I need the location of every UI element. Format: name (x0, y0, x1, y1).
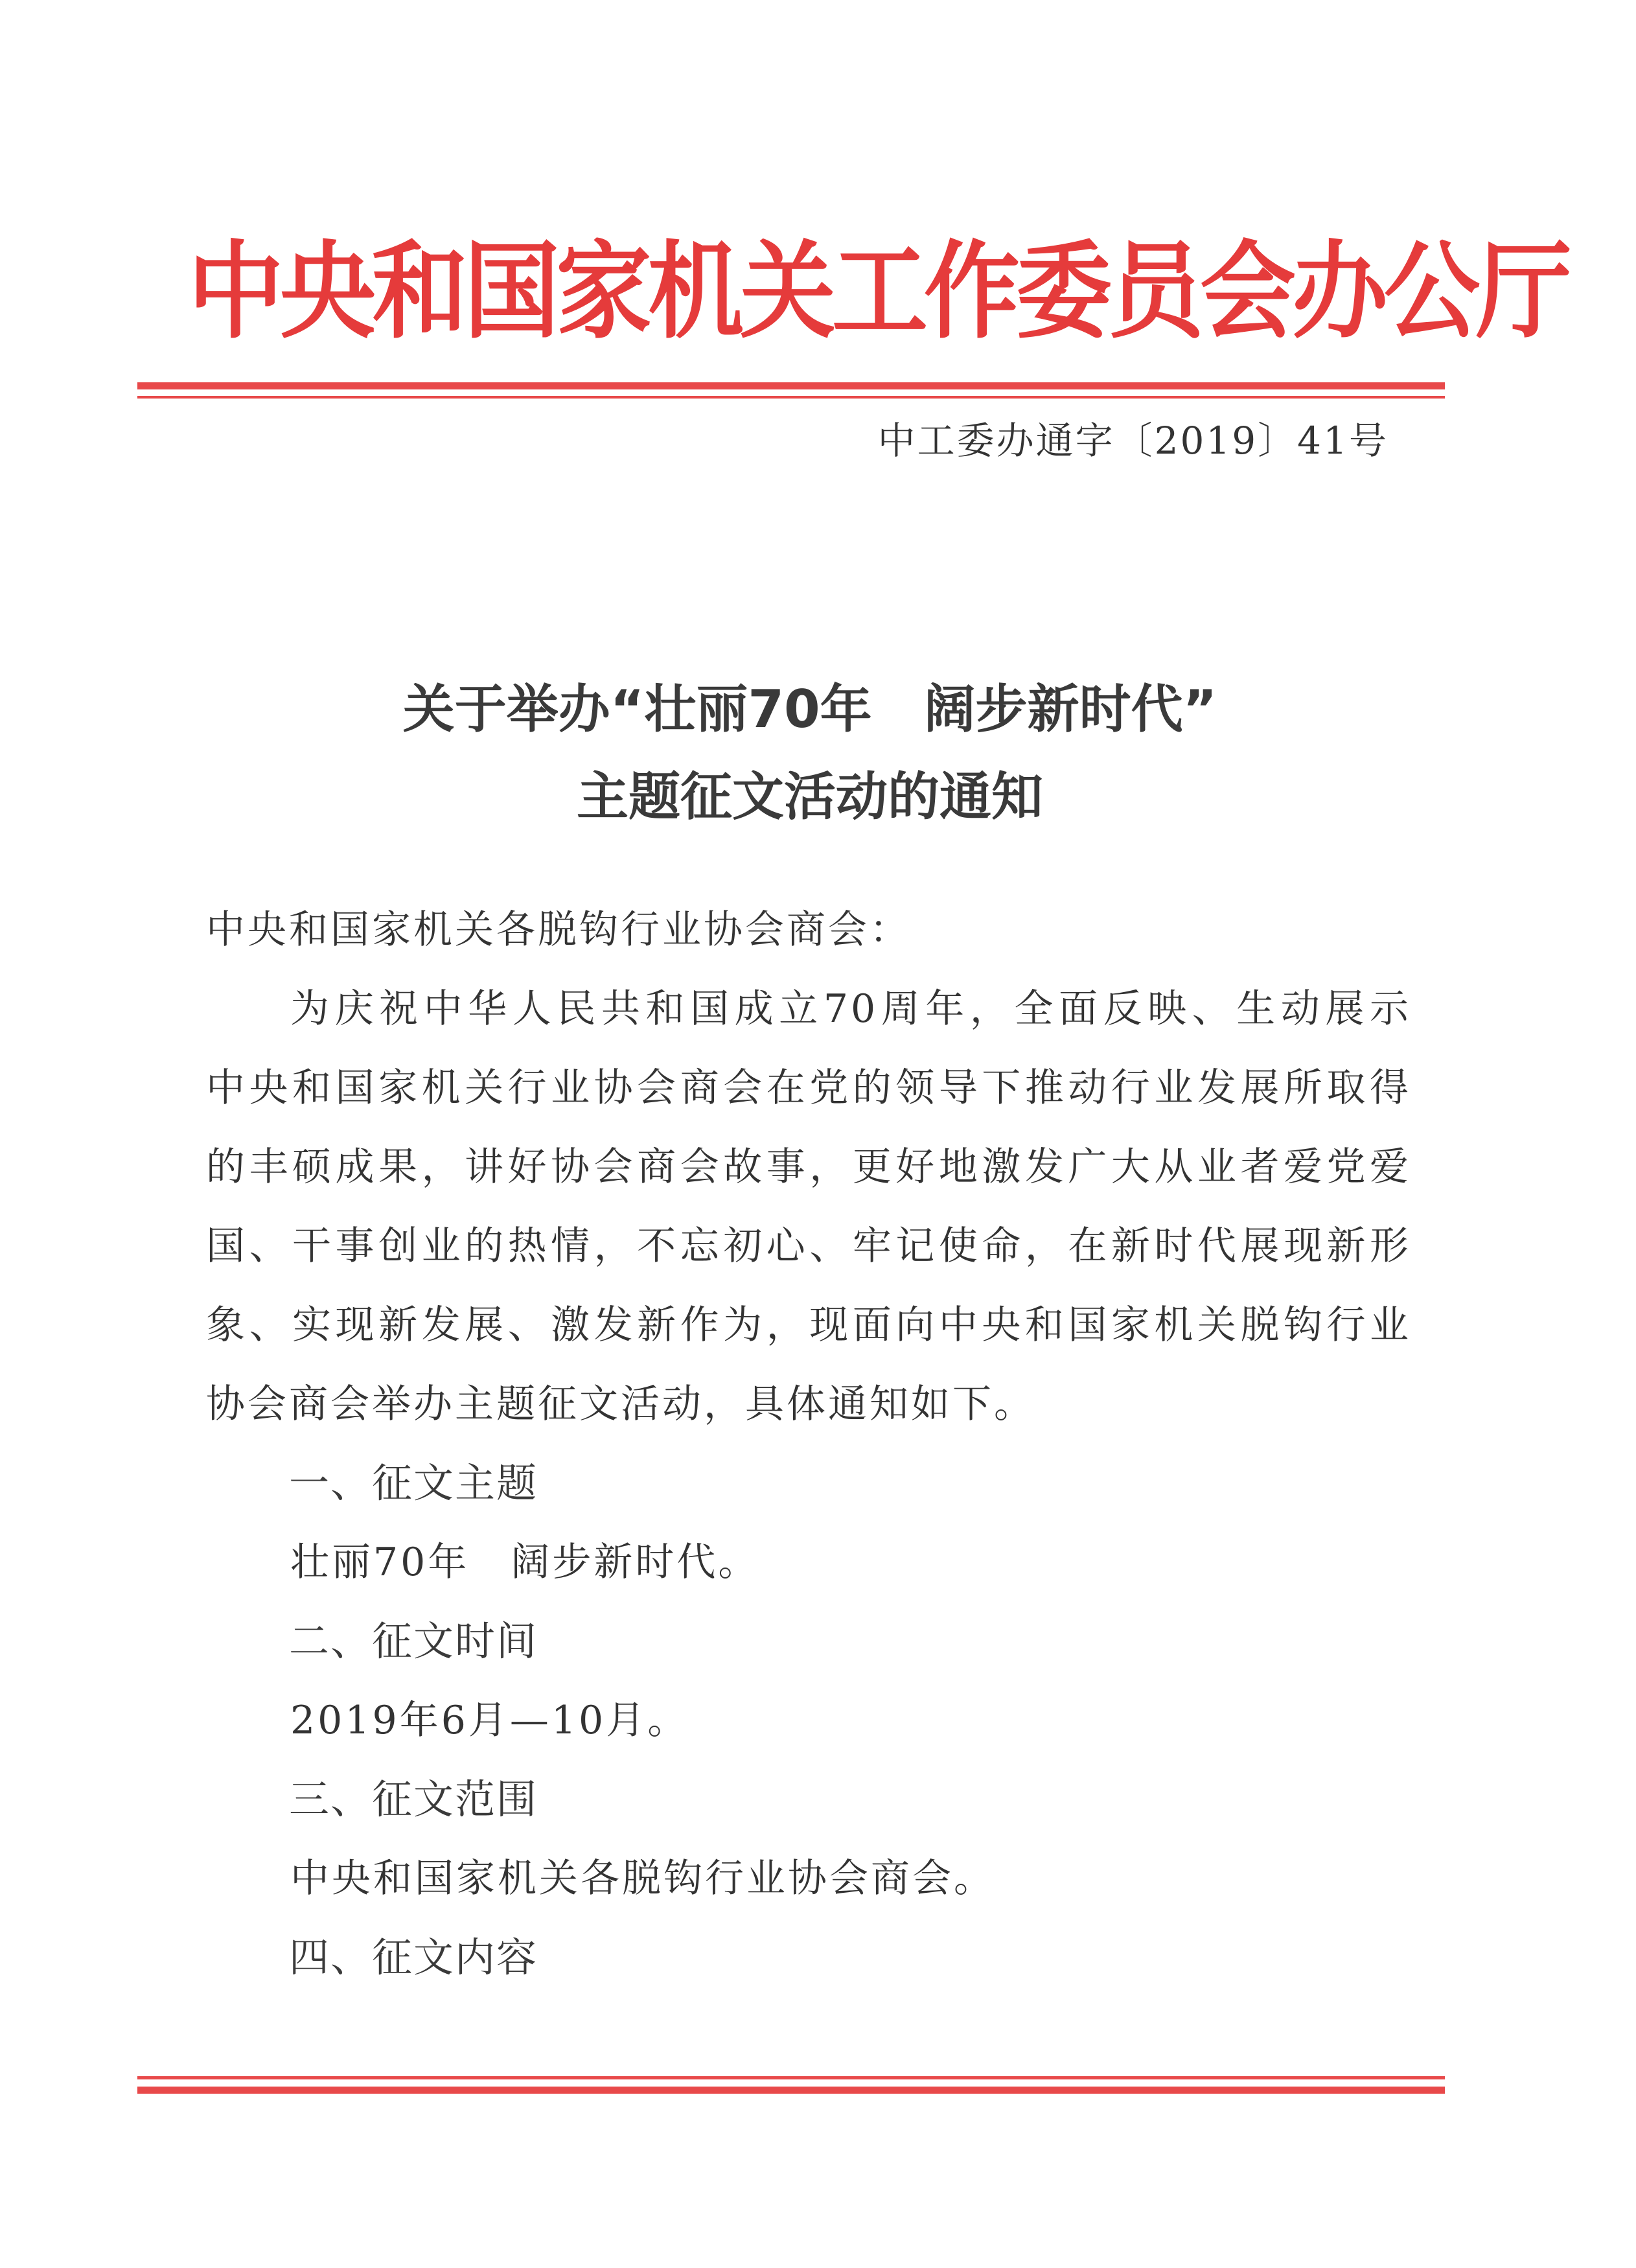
footer-rule-thick (137, 2087, 1445, 2094)
section-body-theme: 壮丽70年 阔步新时代。 (290, 1540, 760, 1585)
intro-paragraph-line: 协会商会举办主题征文活动，具体通知如下。 (206, 1382, 1035, 1427)
intro-paragraph-line: 为庆祝中华人民共和国成立70周年，全面反映、生动展示 (290, 986, 1411, 1032)
intro-paragraph-line: 象、实现新发展、激发新作为，现面向中央和国家机关脱钩行业 (206, 1302, 1411, 1348)
section-body-scope: 中央和国家机关各脱钩行业协会商会。 (290, 1856, 995, 1901)
masthead-rule-thin (137, 396, 1445, 399)
intro-paragraph-line: 中央和国家机关行业协会商会在党的领导下推动行业发展所取得 (206, 1065, 1411, 1111)
intro-paragraph-line: 国、干事创业的热情，不忘初心、牢记使命，在新时代展现新形 (206, 1223, 1411, 1269)
section-body-time: 2019年6月—10月。 (290, 1698, 689, 1743)
footer-rule-thin (137, 2076, 1445, 2079)
document-title-line-1: 关于举办“壮丽70年 阔步新时代” (402, 679, 1217, 739)
issuer-masthead: 中央和国家机关工作委员会办公厅 (188, 230, 1568, 353)
document-title-line-2: 主题征文活动的通知 (577, 767, 1043, 827)
document-number: 中工委办通字〔2019〕41号 (877, 419, 1388, 463)
section-heading-time: 二、征文时间 (289, 1617, 538, 1665)
section-heading-theme: 一、征文主题 (289, 1459, 538, 1507)
salutation: 中央和国家机关各脱钩行业协会商会： (206, 907, 911, 953)
masthead-rule-thick (137, 382, 1445, 389)
section-heading-content: 四、征文内容 (289, 1934, 538, 1981)
intro-paragraph-line: 的丰硕成果，讲好协会商会故事，更好地激发广大从业者爱党爱 (206, 1144, 1411, 1190)
section-heading-scope: 三、征文范围 (289, 1776, 538, 1823)
